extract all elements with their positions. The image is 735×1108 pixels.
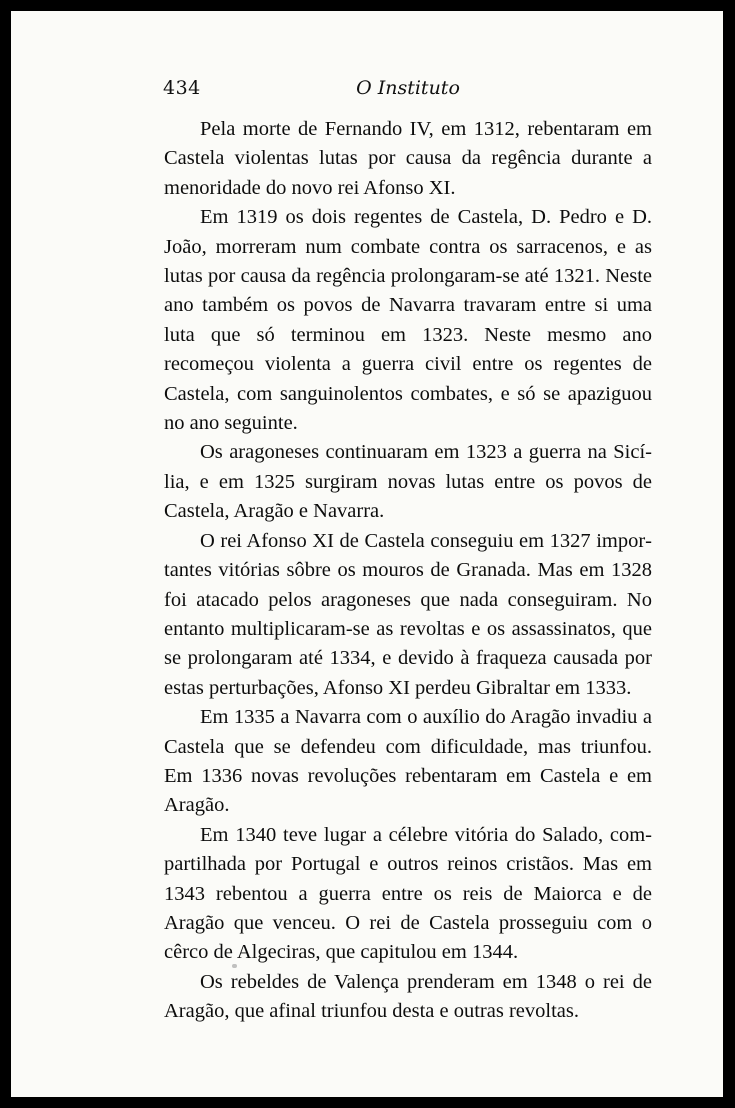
paragraph-1: Pela morte de Fernando IV, em 1312, rebentaram em Castela violentas lutas por causa da regência durante a menoridade do novo rei Afonso XI. — [164, 118, 652, 199]
body-text — [164, 115, 652, 1027]
paragraph-7: Os rebeldes de Valença prenderam em 1348 o rei de Aragão, que afinal triunfou desta e outras revoltas. — [164, 970, 652, 1023]
book-page — [11, 11, 723, 1097]
running-title: O Instituto — [356, 77, 460, 99]
page-number: 434 — [163, 77, 201, 99]
paragraph-6: Em 1340 teve lugar a célebre vitória do Salado, compartilhada por Portugal e outros reinos cristãos. Mas em 1343 rebentou a guerra entre os reis de Maiorca e de Aragão que venceu. O rei de Castela prosseguiu com o cêrco de Algeciras, que capitulou em 1344. — [164, 823, 652, 964]
paragraph-2: Em 1319 os dois regentes de Castela, D. Pedro e D. João, morreram num combate contra os sarracenos, e as lutas por causa da regência prolongaram-se até 1321. Neste ano também os povos de Navarra travaram entre si uma luta que só terminou em 1323. Neste mesmo ano recomeçou violenta a guerra civil entre os regentes de Castela, com sanguinolentos combates, e só se apaziguou no ano seguinte. — [164, 206, 652, 435]
paragraph-4: O rei Afonso XI de Castela conseguiu em 1327 importantes vitórias sôbre os mouros de Granada. Mas em 1328 foi atacado pelos aragoneses que nada conseguiram. No entanto multiplicaram-se as revoltas e os assassinatos, que se prolongaram até 1334, e devido à fraqueza causada por estas perturbações, Afonso XI perdeu Gibraltar em 1333. — [164, 529, 652, 699]
paragraph-3: Os aragoneses continuaram em 1323 a guerra na Sicília, e em 1325 surgiram novas lutas entre os povos de Castela, Aragão e Navarra. — [164, 441, 652, 523]
paragraph-5: Em 1335 a Navarra com o auxílio do Aragão invadiu a Castela que se defendeu com dificuldade, mas triunfou. Em 1336 novas revoluções rebentaram em Castela e em Aragão. — [164, 706, 652, 817]
ink-speck — [232, 964, 237, 968]
page-header — [163, 77, 653, 107]
